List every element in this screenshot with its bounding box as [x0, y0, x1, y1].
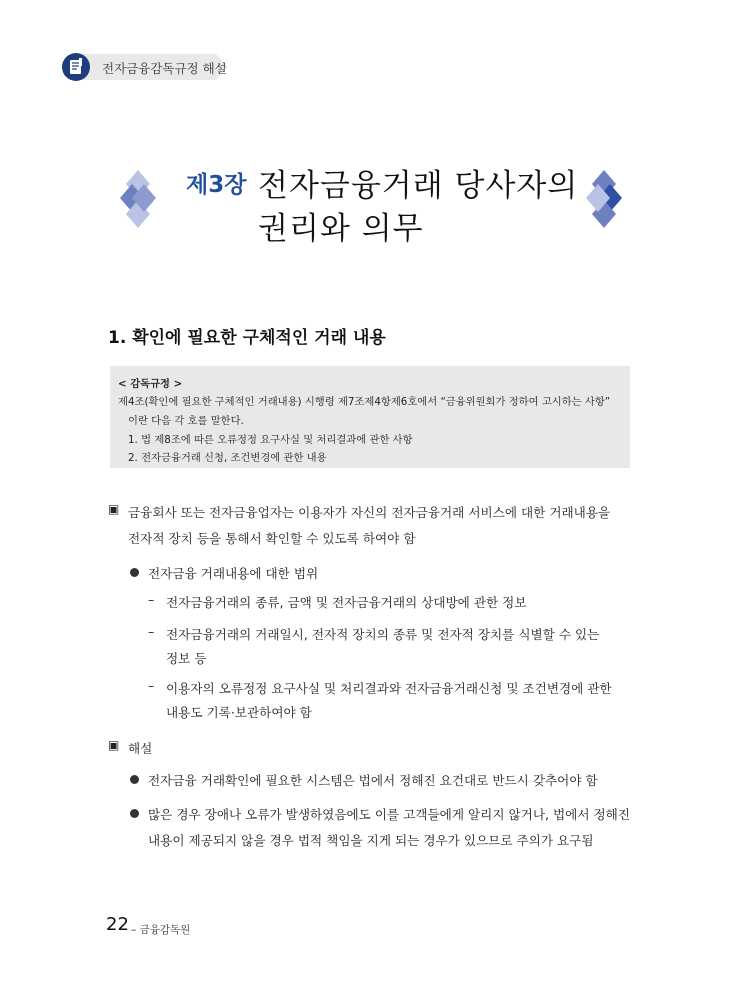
- footer-publisher: – 금융감독원: [131, 924, 191, 936]
- list-item: 정보 등: [166, 651, 207, 666]
- regulation-item: 1. 법 제8조에 따른 오류정정 요구사실 및 처리결과에 관한 사항: [128, 434, 413, 446]
- running-header: [62, 53, 242, 81]
- round-bullet-icon: [130, 809, 139, 818]
- regulation-line: 제4조(확인에 필요한 구체적인 거래내용) 시행령 제7조제4항제6호에서 “금융위원회가 정하여 고시하는 사항”: [118, 396, 611, 408]
- dash-bullet: –: [148, 678, 155, 693]
- header-title: 전자금융감독규정 해설: [102, 61, 227, 76]
- section-heading: 1. 확인에 필요한 구체적인 거래 내용: [108, 328, 386, 348]
- regulation-line: 이란 다음 각 호를 말한다.: [128, 415, 244, 427]
- list-item: 전자금융거래의 종류, 금액 및 전자금융거래의 상대방에 관한 정보: [166, 595, 527, 610]
- commentary-item: 전자금융 거래확인에 필요한 시스템은 법에서 정해진 요건대로 반드시 갖추어야 함: [148, 773, 598, 788]
- square-bullet-icon: ▣: [108, 502, 120, 516]
- regulation-box: [110, 366, 630, 468]
- dash-bullet: –: [148, 624, 155, 639]
- round-bullet-icon: [130, 775, 139, 784]
- diamond-ornament-left: [118, 170, 158, 230]
- body-text: 금융회사 또는 전자금융업자는 이용자가 자신의 전자금융거래 서비스에 대한 거래내용을: [128, 505, 611, 520]
- chapter-title-block: [0, 160, 741, 250]
- round-bullet-icon: [130, 568, 139, 577]
- sub-heading: 전자금융 거래내용에 대한 범위: [148, 566, 319, 581]
- book-icon: [62, 53, 90, 81]
- body-text: 전자적 장치 등을 통해서 확인할 수 있도록 하여야 함: [128, 531, 416, 546]
- list-item: 전자금융거래의 거래일시, 전자적 장치의 종류 및 전자적 장치를 식별할 수 있는: [166, 627, 600, 642]
- list-item: 내용도 기록·보관하여야 함: [166, 705, 312, 720]
- chapter-title-line2: 권리와 의무: [258, 211, 424, 247]
- square-bullet-icon: ▣: [108, 738, 120, 752]
- page-number: 22: [106, 914, 129, 935]
- commentary-item: 내용이 제공되지 않을 경우 법적 책임을 지게 되는 경우가 있으므로 주의가 요구됨: [148, 833, 594, 848]
- commentary-heading: 해설: [128, 741, 153, 756]
- dash-bullet: –: [148, 592, 155, 607]
- commentary-item: 많은 경우 장애나 오류가 발생하였음에도 이를 고객들에게 알리지 않거나, 법에서 정해진: [148, 807, 630, 822]
- list-item: 이용자의 오류정정 요구사실 및 처리결과와 전자금융거래신청 및 조건변경에 관한: [166, 681, 612, 696]
- diamond-ornament-right: [584, 170, 624, 230]
- regulation-item: 2. 전자금융거래 신청, 조건변경에 관한 내용: [128, 452, 327, 464]
- regulation-label: < 감독규정 >: [118, 378, 183, 390]
- chapter-title-line1: 전자금융거래 당사자의: [258, 168, 579, 204]
- chapter-number: 제3장: [186, 172, 247, 198]
